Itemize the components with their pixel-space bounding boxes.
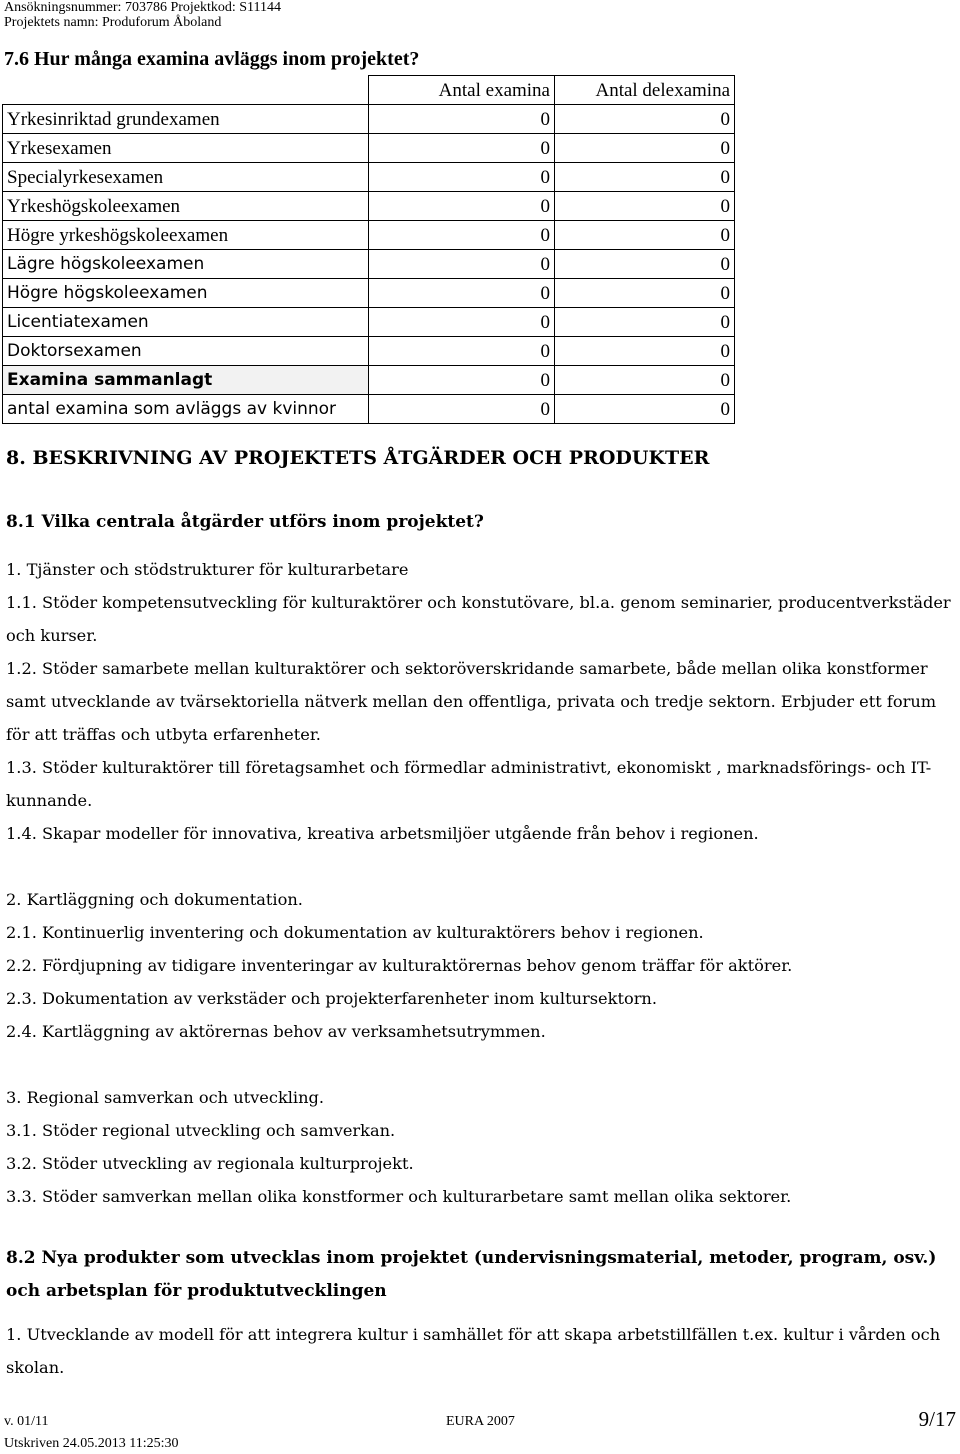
- row-examina: 0: [369, 163, 555, 192]
- table-row: [3, 395, 735, 424]
- footer-version: v. 01/11: [4, 1414, 49, 1429]
- paragraph: 3.3. Stöder samverkan mellan olika konstformer och kulturarbetare samt mellan olika sektorer.: [6, 1187, 792, 1206]
- table-row: [3, 250, 735, 279]
- row-label: Yrkesexamen: [3, 134, 369, 163]
- paragraph: 1.1. Stöder kompetensutveckling för kulturaktörer och konstutövare, bl.a. genom seminarier, producentverkstäder och kurser.: [6, 593, 951, 645]
- table-row: [3, 337, 735, 366]
- footer-program: EURA 2007: [446, 1414, 515, 1429]
- table-row: [3, 308, 735, 337]
- row-label: Specialyrkesexamen: [3, 163, 369, 192]
- paragraph: 3.1. Stöder regional utveckling och samverkan.: [6, 1121, 396, 1140]
- row-examina: 0: [369, 337, 555, 366]
- paragraph: 3. Regional samverkan och utveckling.: [6, 1088, 325, 1107]
- row-delexamina: 0: [555, 221, 735, 250]
- paragraph: 3.2. Stöder utveckling av regionala kulturprojekt.: [6, 1154, 414, 1173]
- row-examina: 0: [369, 105, 555, 134]
- row-delexamina: 0: [555, 366, 735, 395]
- row-label: Yrkesinriktad grundexamen: [3, 105, 369, 134]
- table-row: [3, 134, 735, 163]
- row-label: Licentiatexamen: [3, 308, 369, 337]
- paragraph: 1.3. Stöder kulturaktörer till företagsamhet och förmedlar administrativt, ekonomiskt , marknadsförings- och IT-kunnande.: [6, 758, 932, 810]
- paragraph: 1. Tjänster och stödstrukturer för kulturarbetare: [6, 560, 409, 579]
- section-8-title: 8. BESKRIVNING AV PROJEKTETS ÅTGÄRDER OCH PRODUKTER: [6, 447, 710, 469]
- table-header-blank: [3, 76, 369, 105]
- row-delexamina: 0: [555, 163, 735, 192]
- row-examina: 0: [369, 250, 555, 279]
- paragraph: 1.4. Skapar modeller för innovativa, kreativa arbetsmiljöer utgående från behov i regionen.: [6, 824, 759, 843]
- row-delexamina: 0: [555, 308, 735, 337]
- paragraph: 2.1. Kontinuerlig inventering och dokumentation av kulturaktörers behov i regionen.: [6, 923, 704, 942]
- table-row: [3, 192, 735, 221]
- table-row: [3, 279, 735, 308]
- footer-page-number: 9/17: [918, 1407, 956, 1431]
- section-7-6-title: 7.6 Hur många examina avläggs inom projektet?: [4, 48, 420, 70]
- paragraph: 2.2. Fördjupning av tidigare inventeringar av kulturaktörernas behov genom träffar för aktörer.: [6, 956, 793, 975]
- row-delexamina: 0: [555, 279, 735, 308]
- application-number: Ansökningsnummer: 703786 Projektkod: S11144: [4, 0, 282, 15]
- row-examina: 0: [369, 279, 555, 308]
- row-delexamina: 0: [555, 192, 735, 221]
- section-8-1-body: [6, 553, 956, 1213]
- table-header-row: [3, 76, 735, 105]
- table-row: [3, 105, 735, 134]
- row-label: Doktorsexamen: [3, 337, 369, 366]
- row-label: Yrkeshögskoleexamen: [3, 192, 369, 221]
- paragraph: 2. Kartläggning och dokumentation.: [6, 890, 303, 909]
- spacer: [6, 1048, 956, 1081]
- row-examina: 0: [369, 221, 555, 250]
- table-row: [3, 163, 735, 192]
- row-examina: 0: [369, 395, 555, 424]
- row-label: Högre yrkeshögskoleexamen: [3, 221, 369, 250]
- paragraph: 2.3. Dokumentation av verkstäder och projekterfarenheter inom kultursektorn.: [6, 989, 658, 1008]
- row-delexamina: 0: [555, 395, 735, 424]
- spacer: [6, 850, 956, 883]
- row-label: Lägre högskoleexamen: [3, 250, 369, 279]
- project-name: Projektets namn: Produforum Åboland: [4, 15, 222, 30]
- row-label: Examina sammanlagt: [3, 366, 369, 395]
- page-header: [4, 0, 281, 30]
- row-examina: 0: [369, 134, 555, 163]
- row-examina: 0: [369, 192, 555, 221]
- row-delexamina: 0: [555, 134, 735, 163]
- examina-table: [2, 75, 735, 424]
- section-8-2-title: 8.2 Nya produkter som utvecklas inom projektet (undervisningsmaterial, metoder, program, osv.) och arbetsplan för produktutvecklingen: [6, 1248, 937, 1301]
- row-label: Högre högskoleexamen: [3, 279, 369, 308]
- section-8-2-text: 1. Utvecklande av modell för att integrera kultur i samhället för att skapa arbetstillfällen t.ex. kultur i vården och skolan.: [6, 1325, 941, 1377]
- row-examina: 0: [369, 366, 555, 395]
- row-delexamina: 0: [555, 105, 735, 134]
- table-row: [3, 221, 735, 250]
- row-delexamina: 0: [555, 337, 735, 366]
- paragraph: 1.2. Stöder samarbete mellan kulturaktörer och sektoröverskridande samarbete, både mellan olika konstformer samt utvecklande av tvärsektoriella nätverk mellan den offentliga, privata och tredje sektorn. Erbjuder ett forum för att träffas och utbyta erfarenheter.: [6, 659, 937, 744]
- column-header-examina: Antal examina: [369, 76, 555, 105]
- table-row-total: [3, 366, 735, 395]
- section-8-1-title: 8.1 Vilka centrala åtgärder utförs inom projektet?: [6, 512, 484, 532]
- row-delexamina: 0: [555, 250, 735, 279]
- row-examina: 0: [369, 308, 555, 337]
- footer-printed-date: Utskriven 24.05.2013 11:25:30: [4, 1436, 179, 1451]
- paragraph: 2.4. Kartläggning av aktörernas behov av verksamhetsutrymmen.: [6, 1022, 546, 1041]
- column-header-delexamina: Antal delexamina: [555, 76, 735, 105]
- row-label: antal examina som avläggs av kvinnor: [3, 395, 369, 424]
